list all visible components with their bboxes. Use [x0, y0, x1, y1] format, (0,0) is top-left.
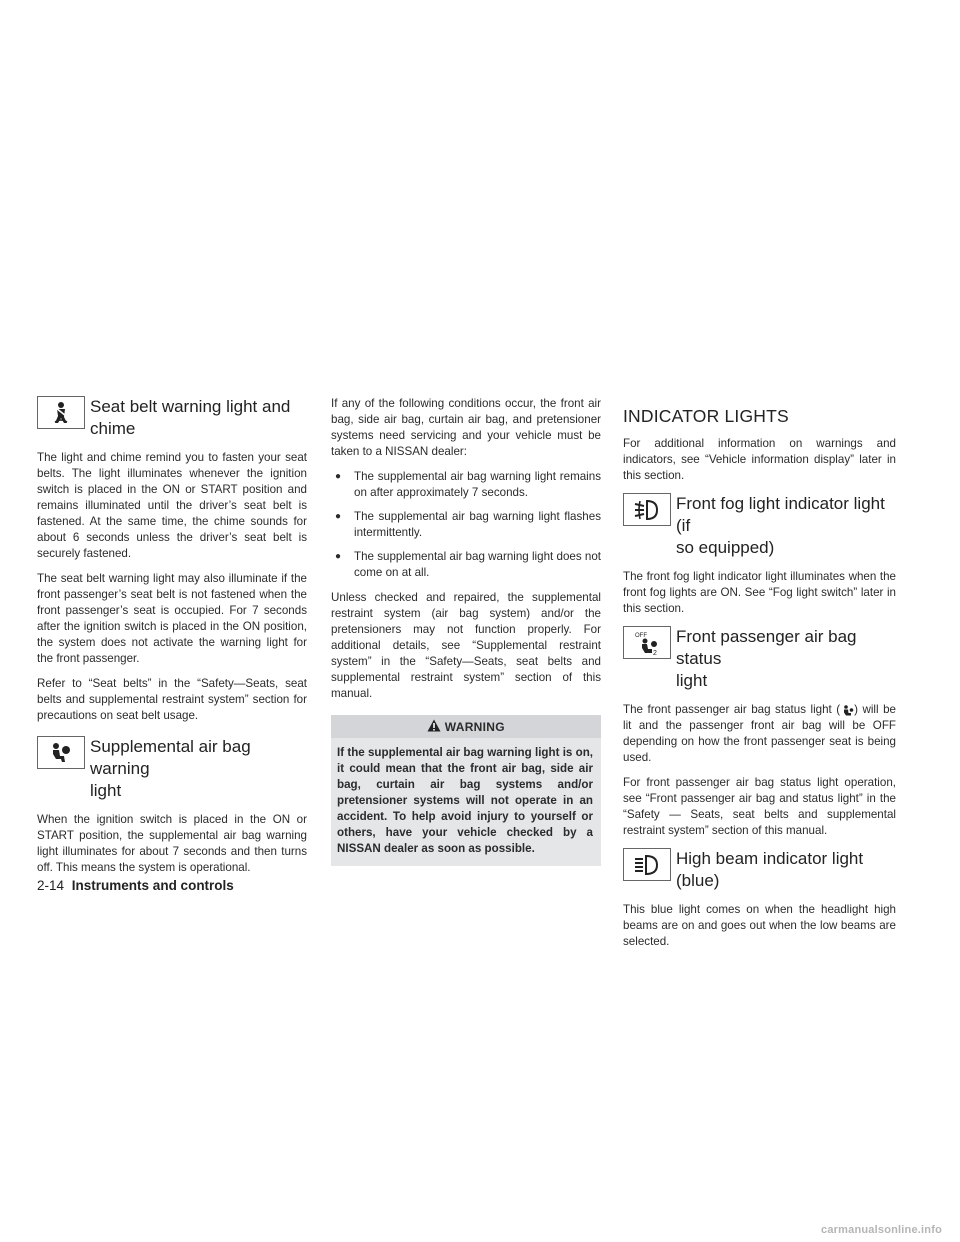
airbag-title-line2: light — [90, 781, 122, 800]
passenger-title-line1: Front passenger air bag status — [676, 627, 857, 668]
passenger-title — [676, 626, 896, 692]
seatbelt-title — [90, 396, 290, 440]
page-footer — [37, 878, 234, 893]
passenger-heading — [623, 626, 896, 692]
repair-paragraph: Unless checked and repaired, the supplemental restraint system (air bag system) and/or the pretensioners may not function properly. For additional details, see “Supplemental restraint system” in the “Safety—Seats, seat belts and supplemental restraint system” section of this manual. — [331, 591, 601, 700]
highbeam-title-line2: (blue) — [676, 871, 720, 890]
svg-text:OFF: OFF — [635, 632, 647, 639]
warning-header — [331, 715, 601, 738]
indicator-intro: For additional information on warnings and indicators, see “Vehicle information display” later in this section. — [623, 437, 896, 482]
airbag-title — [90, 736, 307, 802]
airbag-title-line1: Supplemental air bag warning — [90, 737, 251, 778]
seatbelt-paragraph-2: The seat belt warning light may also illuminate if the front passenger’s seat belt is not fastened when the front passenger’s seat is occupied. For 7 seconds after the ignition switch is placed in the ON position, the system does not activate the warning light for the front passenger. — [37, 572, 307, 665]
conditions-list — [331, 469, 601, 581]
passenger-text-a: The front passenger air bag status light ( — [623, 703, 841, 716]
watermark: carmanualsonline.info — [821, 1224, 942, 1236]
fog-paragraph: The front fog light indicator light illuminates when the front fog lights are ON. See “Fog light switch” later in this section. — [623, 570, 896, 615]
airbag-heading — [37, 736, 307, 802]
passenger-airbag-inline-icon — [840, 703, 854, 717]
passenger-airbag-icon — [623, 626, 671, 659]
fog-title — [676, 493, 896, 559]
passenger-paragraph-1 — [623, 702, 896, 766]
passenger-text-b: ) will be lit and the passenger front air bag will be OFF depending on how the front passenger seat is being used. — [623, 703, 896, 764]
warning-text: If the supplemental air bag warning light is on, it could mean that the front air bag, side air bag, curtain air bag systems and/or pretensioner systems will not operate in an accident. To help avoid injury to yourself or others, have your vehicle checked by a NISSAN dealer as soon as possible. — [337, 746, 593, 855]
seatbelt-heading — [37, 396, 307, 440]
high-beam-icon — [623, 848, 671, 881]
fog-heading — [623, 493, 896, 559]
passenger-title-line2: light — [676, 671, 708, 690]
highbeam-paragraph: This blue light comes on when the headlight high beams are on and goes out when the low beams are selected. — [623, 903, 896, 948]
highbeam-title-line1: High beam indicator light — [676, 849, 864, 868]
seatbelt-paragraph-1: The light and chime remind you to fasten your seat belts. The light illuminates whenever the ignition switch is placed in the ON or START position and remains illuminated until the driver’s seat belt is fastened. At the same time, the chime sounds for about 6 seconds unless the driver’s seat belt is securely fastened. — [37, 451, 307, 560]
warning-triangle-icon — [427, 719, 441, 732]
column-middle — [331, 396, 601, 866]
fog-title-line2: so equipped) — [676, 538, 775, 557]
conditions-intro: If any of the following conditions occur, the front air bag, side air bag, curtain air bag, and pretensioner systems need servicing and your vehicle must be taken to a NISSAN dealer: — [331, 397, 601, 458]
fog-title-line1: Front fog light indicator light (if — [676, 494, 885, 535]
warning-label: WARNING — [444, 720, 505, 734]
svg-text:2: 2 — [653, 649, 657, 656]
list-item: ● The supplemental air bag warning light flashes intermittently. — [331, 509, 601, 541]
seatbelt-paragraph-3: Refer to “Seat belts” in the “Safety—Seats, seat belts and supplemental restraint system” section for precautions on seat belt usage. — [37, 677, 307, 722]
column-right — [623, 396, 896, 959]
fog-light-icon — [623, 493, 671, 526]
footer-section-name: Instruments and controls — [71, 878, 234, 893]
airbag-warning-icon — [37, 736, 85, 769]
airbag-paragraph: When the ignition switch is placed in the ON or START position, the supplemental air bag warning light illuminates for about 7 seconds and then turns off. This means the system is operational. — [37, 813, 307, 874]
seatbelt-warning-icon — [37, 396, 85, 429]
column-left — [37, 396, 307, 885]
passenger-paragraph-2: For front passenger air bag status light operation, see “Front passenger air bag and status light” in the “Safety — Seats, seat belts and supplemental restraint system” section of this manual. — [623, 776, 896, 837]
warning-box — [331, 715, 601, 866]
list-item: ● The supplemental air bag warning light remains on after approximately 7 seconds. — [331, 469, 601, 501]
section-title: INDICATOR LIGHTS — [623, 406, 789, 426]
list-item: ● The supplemental air bag warning light does not come on at all. — [331, 549, 601, 581]
highbeam-heading — [623, 848, 896, 892]
seatbelt-title-line2: chime — [90, 419, 136, 438]
highbeam-title — [676, 848, 863, 892]
seatbelt-title-line1: Seat belt warning light and — [90, 397, 291, 416]
page-number: 2-14 — [37, 878, 65, 893]
